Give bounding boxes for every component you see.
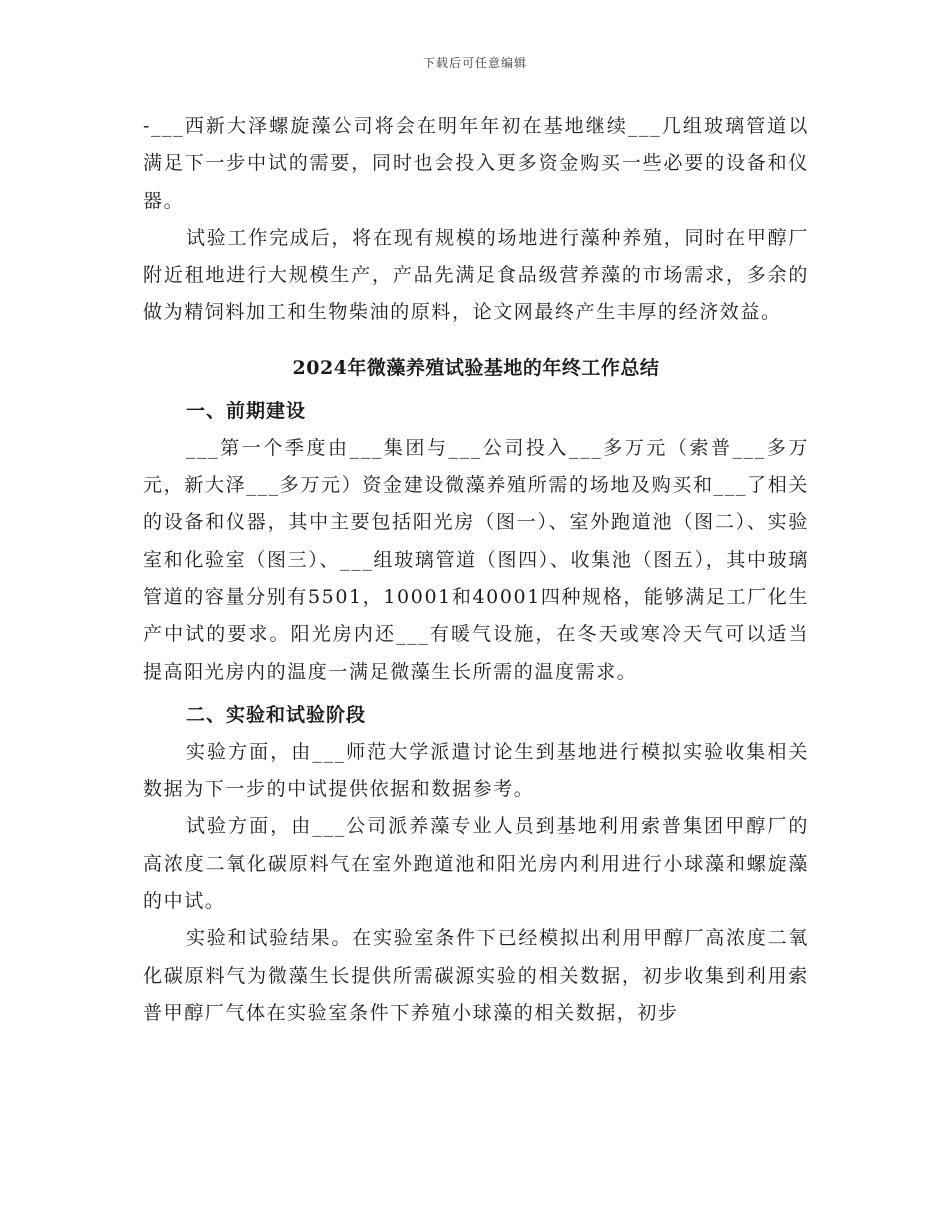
section-heading-experiment: 二、实验和试验阶段 [186, 703, 367, 726]
section1-paragraph: ___第一个季度由___集团与___公司投入___多万元（索普___多万元，新大泽___多万元）资金建设微藻养殖所需的场地及购买和___了相关的设备和仪器，其中主要包括阳光房（图一）、室外跑道池（图二）、实验室和化验室（图三）、___组玻璃管道（图四）、收集池（图五），其中玻璃管道的容量分别有5501，10001和40001四种规格，能够满足工厂化生产中试的要求。阳光房内还___有暖气设施，在冬天或寒冷天气可以适当提高阳光房内的温度一满足微藻生长所需的温度需求。 [143, 436, 809, 683]
page-header-note: 下载后可任意编辑 [422, 56, 527, 70]
document-title: 2024年微藻养殖试验基地的年终工作总结 [292, 356, 660, 379]
section2-paragraph-1: 实验方面，由___师范大学派遣讨论生到基地进行模拟实验收集相关数据为下一步的中试提供依据和数据参考。 [143, 740, 809, 801]
intro-paragraph-2: 试验工作完成后，将在现有规模的场地进行藻种养殖，同时在甲醇厂附近租地进行大规模生产，产品先满足食品级营养藻的市场需求，多余的做为精饲料加工和生物柴油的原料，论文网最终产生丰厚的经济效益。 [143, 226, 809, 324]
document-body [143, 108, 809, 1032]
section-heading-construction: 一、前期建设 [186, 399, 307, 422]
intro-paragraph-1: -___西新大泽螺旋藻公司将会在明年年初在基地继续___几组玻璃管道以满足下一步中试的需要，同时也会投入更多资金购买一些必要的设备和仪器。 [143, 115, 809, 212]
section2-paragraph-3: 实验和试验结果。在实验室条件下已经模拟出利用甲醇厂高浓度二氧化碳原料气为微藻生长提供所需碳源实验的相关数据，初步收集到利用索普甲醇厂气体在实验室条件下养殖小球藻的相关数据，初步 [143, 927, 809, 1024]
section2-paragraph-2: 试验方面，由___公司派养藻专业人员到基地利用索普集团甲醇厂的高浓度二氧化碳原料气在室外跑道池和阳光房内利用进行小球藻和螺旋藻的中试。 [143, 815, 809, 913]
